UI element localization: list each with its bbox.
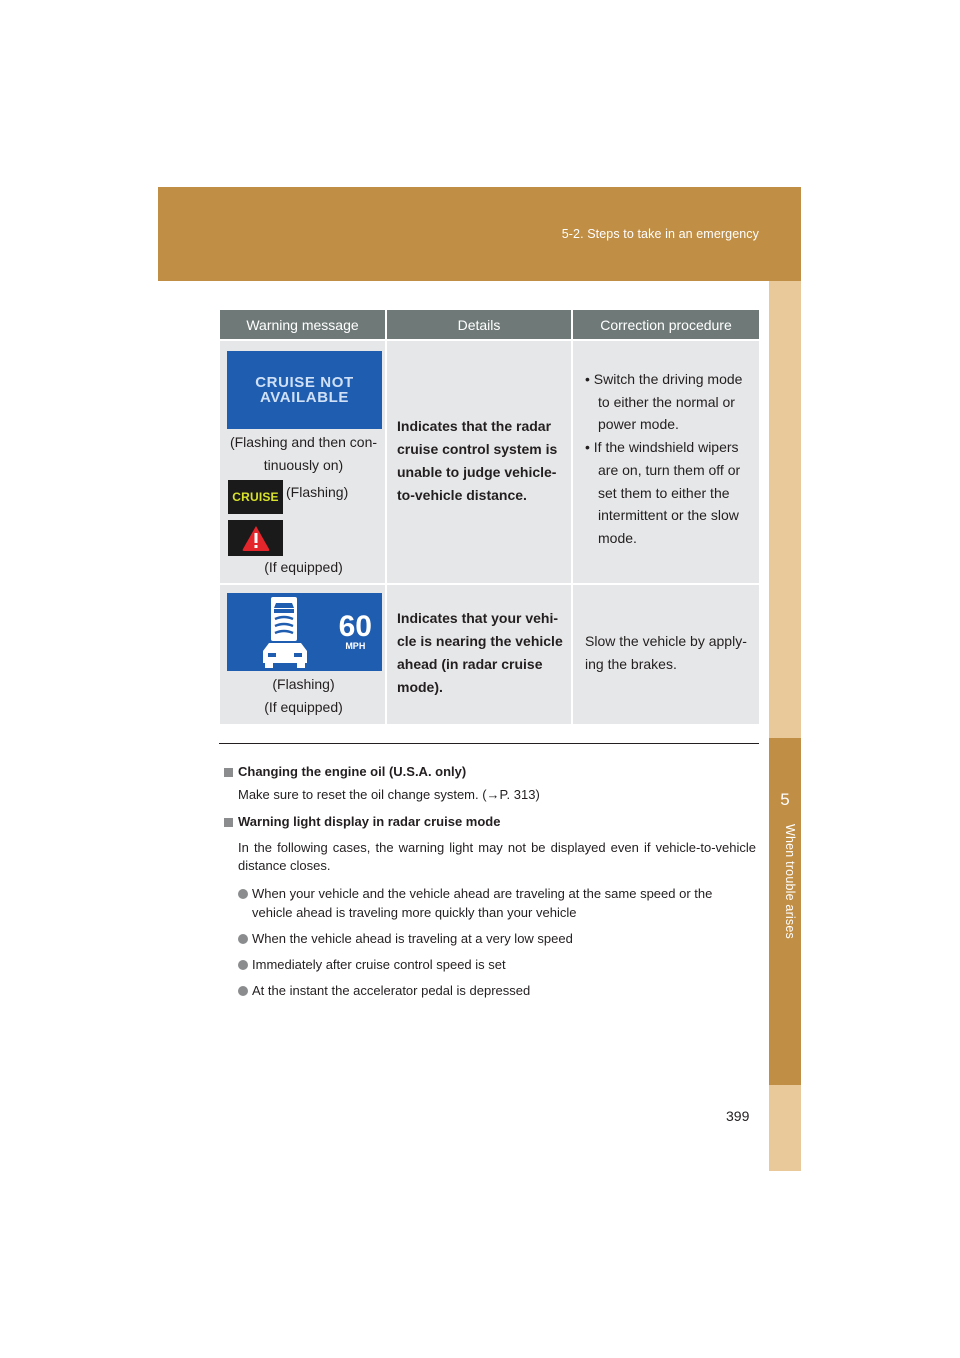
list-item: When the vehicle ahead is traveling at a very low speed xyxy=(224,929,756,948)
note-heading: Warning light display in radar cruise mode xyxy=(224,813,756,831)
correction-list xyxy=(585,368,753,550)
section-header-band xyxy=(158,187,801,281)
vehicle-distance-icon xyxy=(257,595,317,669)
circle-bullet-icon xyxy=(238,889,248,899)
caption-flashing-if-equipped: (Flashing) (If equipped) xyxy=(264,676,343,715)
warning-triangle-icon xyxy=(228,520,283,556)
circle-bullet-icon xyxy=(238,934,248,944)
warning-table xyxy=(220,310,759,724)
display-text: CRUISE NOT AVAILABLE xyxy=(255,374,354,406)
table-row xyxy=(220,583,759,724)
circle-bullet-icon xyxy=(238,960,248,970)
speed-readout xyxy=(338,610,372,651)
circle-bullet-icon xyxy=(238,986,248,996)
correction-text: Slow the vehicle by apply-ing the brakes. xyxy=(585,633,747,672)
warning-message-cell xyxy=(220,585,387,724)
warning-message-cell xyxy=(220,341,387,583)
caption-flashing: (Flashing) xyxy=(286,484,349,500)
warning-triangle-icon-svg xyxy=(241,524,271,552)
list-item: • Switch the driving mode to either the normal or power mode. xyxy=(585,371,743,433)
list-item: At the instant the accelerator pedal is depressed xyxy=(224,981,756,1000)
speed-unit: MPH xyxy=(345,641,366,651)
distance-warning-display xyxy=(227,593,382,671)
caption-flashing-then-on: (Flashing and then con- tinuously on) xyxy=(229,434,378,473)
note-body: In the following cases, the warning light may not be displayed even if vehicle-to-vehicle distance closes. xyxy=(238,840,756,873)
section-divider xyxy=(219,743,759,744)
details-cell xyxy=(387,585,573,724)
correction-cell xyxy=(573,341,759,583)
details-text: Indicates that the radar cruise control system is unable to judge vehicle-to-vehicle distance. xyxy=(397,418,558,503)
square-bullet-icon xyxy=(224,768,233,777)
chapter-number: 5 xyxy=(780,790,790,809)
note-heading: Changing the engine oil (U.S.A. only) xyxy=(224,763,756,781)
chapter-side-tab-active xyxy=(769,738,801,1085)
column-header-correction-procedure: Correction procedure xyxy=(600,316,732,333)
chapter-side-tab xyxy=(769,281,801,1171)
details-text: Indicates that your vehi-cle is nearing the vehicle ahead (in radar cruise mode). xyxy=(397,610,563,695)
table-row xyxy=(220,339,759,583)
column-header-details: Details xyxy=(387,310,573,339)
square-bullet-icon xyxy=(224,818,233,827)
column-header-warning-message: Warning message xyxy=(220,310,387,339)
caption-if-equipped: (If equipped) xyxy=(264,559,343,575)
cruise-indicator-label: CRUISE xyxy=(232,490,279,504)
table-header-row xyxy=(220,310,759,339)
list-item: When your vehicle and the vehicle ahead are traveling at the same speed or the vehicle ahead is traveling more quickly than your vehicle xyxy=(224,884,756,922)
correction-cell xyxy=(573,585,759,724)
details-cell xyxy=(387,341,573,583)
list-item: • If the windshield wipers are on, turn them off or set them to either the intermittent or the slow mode. xyxy=(585,439,741,546)
section-title: 5-2. Steps to take in an emergency xyxy=(561,227,759,241)
page-number: 399 xyxy=(726,1108,750,1124)
list-item: Immediately after cruise control speed is set xyxy=(224,955,756,974)
note-body: Make sure to reset the oil change system. (→P. 313) xyxy=(238,787,540,802)
chapter-label: When trouble arises xyxy=(783,823,797,939)
notes-section xyxy=(224,763,756,1000)
speed-value: 60 xyxy=(338,610,372,643)
cruise-not-available-display xyxy=(227,351,382,429)
cruise-indicator xyxy=(228,480,283,514)
